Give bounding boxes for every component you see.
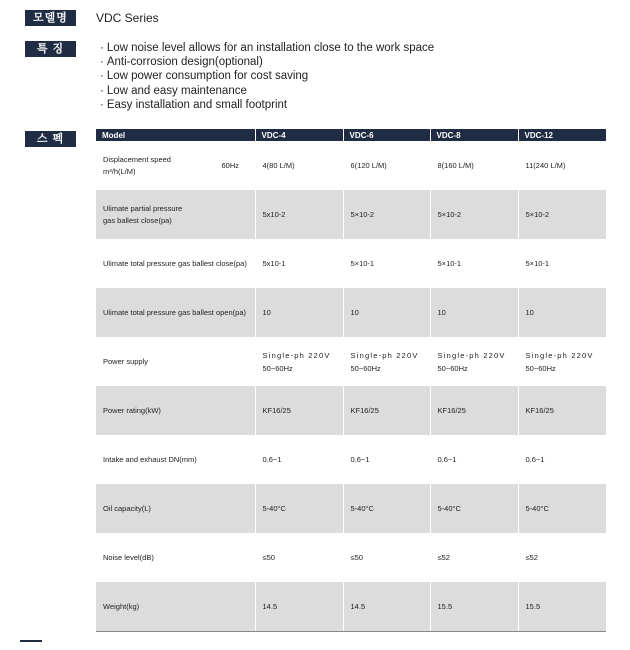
spec-cell: 5×10-1 <box>430 239 518 288</box>
spec-cell: 5-40°C <box>255 484 343 533</box>
spec-cell: 4(80 L/M) <box>255 141 343 190</box>
header-model: Model <box>96 129 255 141</box>
spec-cell: ≤52 <box>430 533 518 582</box>
spec-row-label <box>96 288 255 337</box>
spec-cell: KF16/25 <box>255 386 343 435</box>
spec-cell-line: 50~60Hz <box>437 363 468 373</box>
spec-cell-line: Single-ph 220V <box>262 350 331 360</box>
spec-row-label <box>96 435 255 484</box>
feature-item: · Easy installation and small footprint <box>100 98 434 112</box>
spec-row-label-line: Noise level(dB) <box>103 552 154 562</box>
spec-row-label <box>96 337 255 386</box>
spec-cell: 5×10-2 <box>518 190 606 239</box>
spec-cell: 5-40°C <box>343 484 430 533</box>
spec-cell: ≤52 <box>525 553 538 562</box>
spec-row-label-line: Ulimate partial pressure <box>103 203 183 213</box>
spec-row-sublabel: 60Hz <box>207 141 255 190</box>
spec-row <box>96 288 606 337</box>
spec-cell: 5×10-2 <box>430 190 518 239</box>
spec-cell: 10 <box>430 288 518 337</box>
spec-cell: 10 <box>518 288 606 337</box>
spec-row <box>96 582 606 632</box>
spec-header-row <box>96 129 606 141</box>
spec-row <box>96 386 606 435</box>
spec-table <box>96 129 606 632</box>
spec-cell: KF16/25 <box>518 386 606 435</box>
spec-cell: 0.6~1 <box>430 435 518 484</box>
spec-tag: 스 펙 <box>25 131 76 147</box>
spec-row <box>96 435 606 484</box>
spec-row <box>96 484 606 533</box>
spec-cell: 15.5 <box>518 582 606 632</box>
spec-cell: 0.6~1 <box>255 435 343 484</box>
features-tag: 특 징 <box>25 41 76 57</box>
spec-cell: ≤50 <box>343 533 430 582</box>
header-vdc-8: VDC-8 <box>430 129 518 141</box>
spec-row-label-line: Weight(kg) <box>103 601 140 611</box>
spec-row <box>96 141 606 190</box>
spec-cell: 0.6~1 <box>525 455 545 464</box>
spec-row-label-line: Ulimate total pressure gas ballest open(pa) <box>103 307 246 317</box>
spec-row <box>96 533 606 582</box>
feature-item: · Low and easy maintenance <box>100 84 434 98</box>
spec-cell: 5-40°C <box>518 484 606 533</box>
spec-cell: KF16/25 <box>343 386 430 435</box>
spec-row-label <box>96 582 255 632</box>
spec-cell <box>343 337 430 386</box>
spec-cell: ≤50 <box>255 533 343 582</box>
spec-row-label <box>96 239 255 288</box>
spec-row-label-line: Oil capacity(L) <box>103 503 151 513</box>
spec-cell-line: 50~60Hz <box>525 363 556 373</box>
feature-item: · Low noise level allows for an installation close to the work space <box>100 41 434 55</box>
header-vdc-4: VDC-4 <box>255 129 343 141</box>
spec-row-label-line: gas ballest close(pa) <box>103 215 172 225</box>
spec-cell: 5×10-1 <box>525 259 550 268</box>
spec-cell-line: 50~60Hz <box>262 363 293 373</box>
spec-cell: 5x10-2 <box>255 190 343 239</box>
spec-row-label-line: Displacement speed <box>103 154 171 164</box>
spec-cell: KF16/25 <box>430 386 518 435</box>
spec-cell-line: Single-ph 220V <box>437 350 506 360</box>
feature-list <box>100 41 434 112</box>
header-vdc-12: VDC-12 <box>518 129 606 141</box>
spec-cell <box>518 337 606 386</box>
spec-cell: 10 <box>255 288 343 337</box>
spec-cell: 5x10-1 <box>255 239 343 288</box>
spec-row <box>96 190 606 239</box>
header-vdc-6: VDC-6 <box>343 129 430 141</box>
spec-row-label-line: m³/h(L/M) <box>103 166 136 176</box>
spec-cell: 5×10-2 <box>343 190 430 239</box>
spec-row-label-line: Power rating(kW) <box>103 405 161 415</box>
spec-cell: 11(240 L/M) <box>525 161 566 170</box>
spec-row <box>96 337 606 386</box>
feature-item: · Low power consumption for cost saving <box>100 69 434 83</box>
spec-cell: 5-40°C <box>430 484 518 533</box>
model-name-tag: 모델명 <box>25 10 76 26</box>
spec-cell: 5×10-1 <box>343 239 430 288</box>
spec-cell: 0.6~1 <box>343 435 430 484</box>
feature-item: · Anti-corrosion design(optional) <box>100 55 434 69</box>
spec-cell <box>255 337 343 386</box>
spec-cell: 14.5 <box>255 582 343 632</box>
spec-cell: 6(120 L/M) <box>343 141 430 190</box>
spec-row <box>96 239 606 288</box>
spec-cell: 10 <box>343 288 430 337</box>
spec-row-label <box>96 190 255 239</box>
spec-row-label-line: Power supply <box>103 356 149 366</box>
spec-cell <box>430 337 518 386</box>
spec-row-label <box>96 484 255 533</box>
spec-row-label <box>96 533 255 582</box>
spec-cell-line: 50~60Hz <box>350 363 381 373</box>
model-name: VDC Series <box>96 11 159 25</box>
spec-cell: 8(160 L/M) <box>430 141 518 190</box>
footer-rule <box>20 640 42 642</box>
spec-cell: 14.5 <box>343 582 430 632</box>
spec-row-label-line: Intake and exhaust DN(mm) <box>103 454 197 464</box>
spec-cell-line: Single-ph 220V <box>350 350 419 360</box>
spec-row-label <box>96 141 207 190</box>
spec-row-label-line: Ulimate total pressure gas ballest close(pa) <box>103 258 247 268</box>
spec-row-label <box>96 386 255 435</box>
spec-cell-line: Single-ph 220V <box>525 350 594 360</box>
spec-cell: 15.5 <box>430 582 518 632</box>
